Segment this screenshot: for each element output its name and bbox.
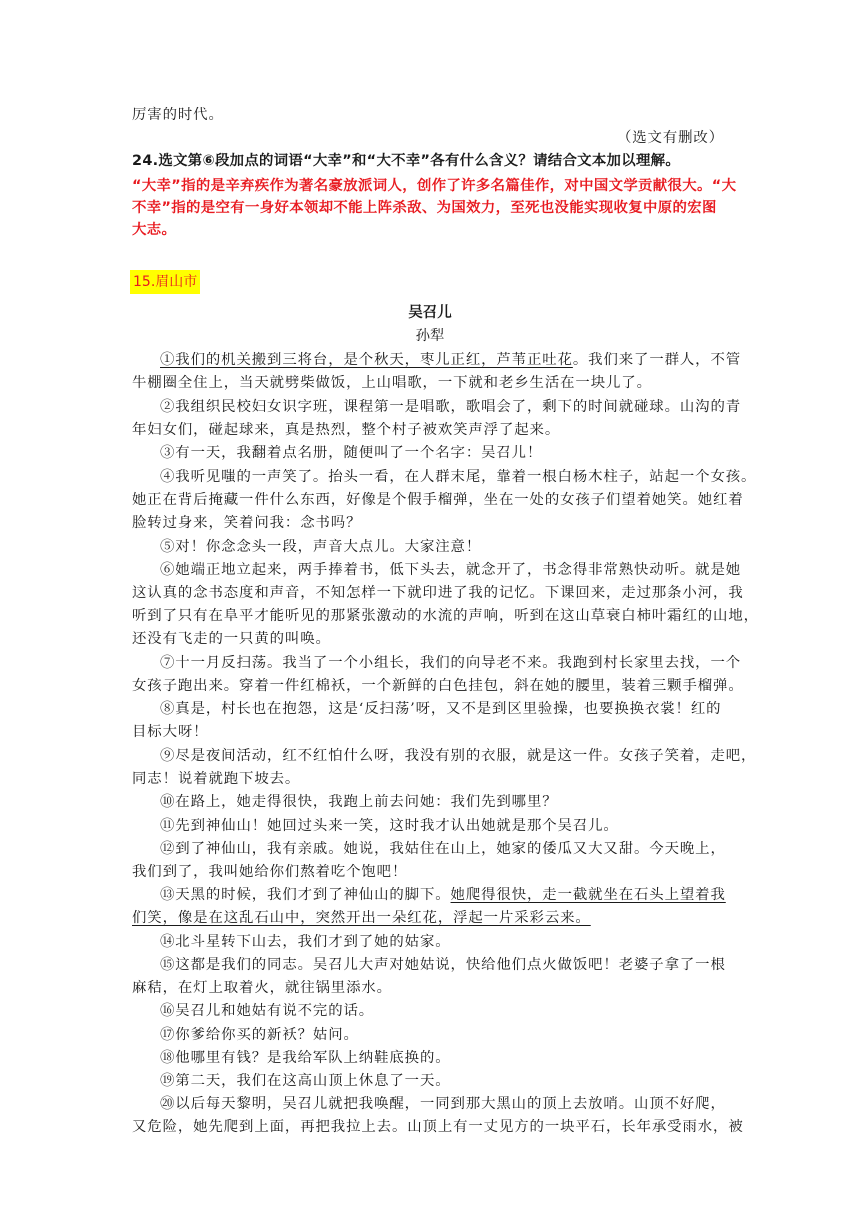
paragraph-11: ⑪先到神仙山！她回过头来一笑，这时我才认出她就是那个吴召儿。 <box>160 818 619 834</box>
paragraph-1: ①我们的机关搬到三将台，是个秋天，枣儿正红，芦苇正吐花。我们来了一群人，不管 <box>160 352 742 368</box>
paragraph-6-cont3: 还没有飞走的一只黄的叫唤。 <box>132 631 331 647</box>
paragraph-5: ⑤对！你念念头一段，声音大点儿。大家注意！ <box>160 539 482 555</box>
top-line: 厉害的时代。 <box>132 107 224 123</box>
paragraph-8-cont: 目标大呀！ <box>132 724 209 740</box>
story-title: 吴召儿 <box>408 305 452 321</box>
paragraph-13: ⑬天黑的时候，我们才到了神仙山的脚下。她爬得很快，走一截就坐在石头上望着我 <box>160 887 726 903</box>
paragraph-17: ⑰你爹给你买的新袄？姑问。 <box>160 1027 359 1043</box>
paragraph-12: ⑫到了神仙山，我有亲戚。她说，我姑住在山上，她家的倭瓜又大又甜。今天晚上， <box>160 841 726 857</box>
question-24: 24.选文第⑥段加点的词语“大幸”和“大不幸”各有什么含义？请结合文本加以理解。 <box>132 153 681 169</box>
underlined-sentence: 她爬得很快，走一截就坐在石头上望着我 <box>450 887 726 903</box>
paragraph-18: ⑱他哪里有钱？是我给军队上纳鞋底换的。 <box>160 1050 451 1066</box>
paragraph-20-cont: 又危险，她先爬到上面，再把我拉上去。山顶上有一丈见方的一块平石，长年承受雨水，被 <box>132 1119 744 1135</box>
answer-line-1: “大幸”指的是辛弃疾作为著名豪放派词人，创作了许多名篇佳作，对中国文学贡献很大。“大 <box>132 178 737 194</box>
paragraph-6-cont2: 听到了只有在阜平才能听见的那紧张激动的水流的声响，听到在这山草衰白柿叶霜红的山地， <box>132 608 759 624</box>
paragraph-3: ③有一天，我翻着点名册，随便叫了一个名字：吴召儿！ <box>160 445 543 461</box>
paragraph-4-cont: 她正在背后掩藏一件什么东西，好像是个假手榴弹，坐在一处的女孩子们望着她笑。她红着 <box>132 492 744 508</box>
paragraph-6: ⑥她端正地立起来，两手捧着书，低下头去，就念开了，书念得非常熟快动听。就是她 <box>160 562 742 578</box>
paragraph-10: ⑩在路上，她走得很快，我跑上前去问她：我们先到哪里？ <box>160 794 558 810</box>
paragraph-7-cont: 女孩子跑出来。穿着一件红棉袄，一个新鲜的白色挂包，斜在她的腰里，装着三颗手榴弹。 <box>132 678 744 694</box>
paragraph-1-cont: 牛棚圈全住上，当天就劈柴做饭，上山唱歌，一下就和老乡生活在一块儿了。 <box>132 375 652 391</box>
paragraph-13-cont <box>132 907 730 929</box>
paragraph-20: ⑳以后每天黎明，吴召儿就把我唤醒，一同到那大黑山的顶上去放哨。山顶不好爬， <box>160 1096 726 1112</box>
paragraph-14: ⑭北斗星转下山去，我们才到了她的姑家。 <box>160 934 451 950</box>
story-author: 孙犁 <box>415 328 445 344</box>
paragraph-9-cont: 同志！说着就跑下坡去。 <box>132 771 301 787</box>
underlined-sentence: ①我们的机关搬到三将台，是个秋天，枣儿正红，芦苇正吐花 <box>160 352 573 368</box>
paragraph-19: ⑲第二天，我们在这高山顶上休息了一天。 <box>160 1073 451 1089</box>
paragraph-16: ⑯吴召儿和她姑有说不完的话。 <box>160 1003 375 1019</box>
paragraph-2: ②我组织民校妇女识字班，课程第一是唱歌，歌唱会了，剩下的时间就碰球。山沟的青 <box>160 399 742 415</box>
paragraph-15: ⑮这都是我们的同志。吴召儿大声对她姑说，快给他们点火做饭吧！老婆子拿了一根 <box>160 957 726 973</box>
paragraph-8: ⑧真是，村长也在抱怨，这是‘反扫荡’呀，又不是到区里验操，也要换换衣裳！红的 <box>160 701 722 717</box>
paragraph-4-cont2: 脸转过身来，笑着问我：念书吗？ <box>132 515 362 531</box>
answer-line-3: 大志。 <box>132 222 177 238</box>
paragraph-6-cont: 这认真的念书态度和声音，不知怎样一下就印进了我的记忆。下课回来，走过那条小河，我 <box>132 585 744 601</box>
paragraph-4: ④我听见嗤的一声笑了。抬头一看，在人群末尾，靠着一根白杨木柱子，站起一个女孩。 <box>160 469 757 485</box>
paragraph-2-cont: 年妇女们，碰起球来，真是热烈，整个村子被欢笑声浮了起来。 <box>132 422 561 438</box>
paragraph-7: ⑦十一月反扫荡。我当了一个小组长，我们的向导老不来。我跑到村长家里去找，一个 <box>160 655 742 671</box>
paragraph-12-cont: 我们到了，我叫她给你们熬着吃个饱吧！ <box>132 864 408 880</box>
underlined-sentence: 们笑，像是在这乱石山中，突然开出一朵红花，浮起一片采彩云来。 <box>132 910 591 926</box>
answer-line-2: 不幸”指的是空有一身好本领却不能上阵杀敌、为国效力，至死也没能实现收复中原的宏图 <box>132 200 717 216</box>
paragraph-9: ⑨尽是夜间活动，红不红怕什么呀，我没有别的衣服，就是这一件。女孩子笑着，走吧， <box>160 748 757 764</box>
source-note: （选文有删改） <box>616 130 724 146</box>
paragraph-15-cont: 麻秸，在灯上取着火，就往锅里添水。 <box>132 980 392 996</box>
section-label: 15.眉山市 <box>130 270 200 294</box>
